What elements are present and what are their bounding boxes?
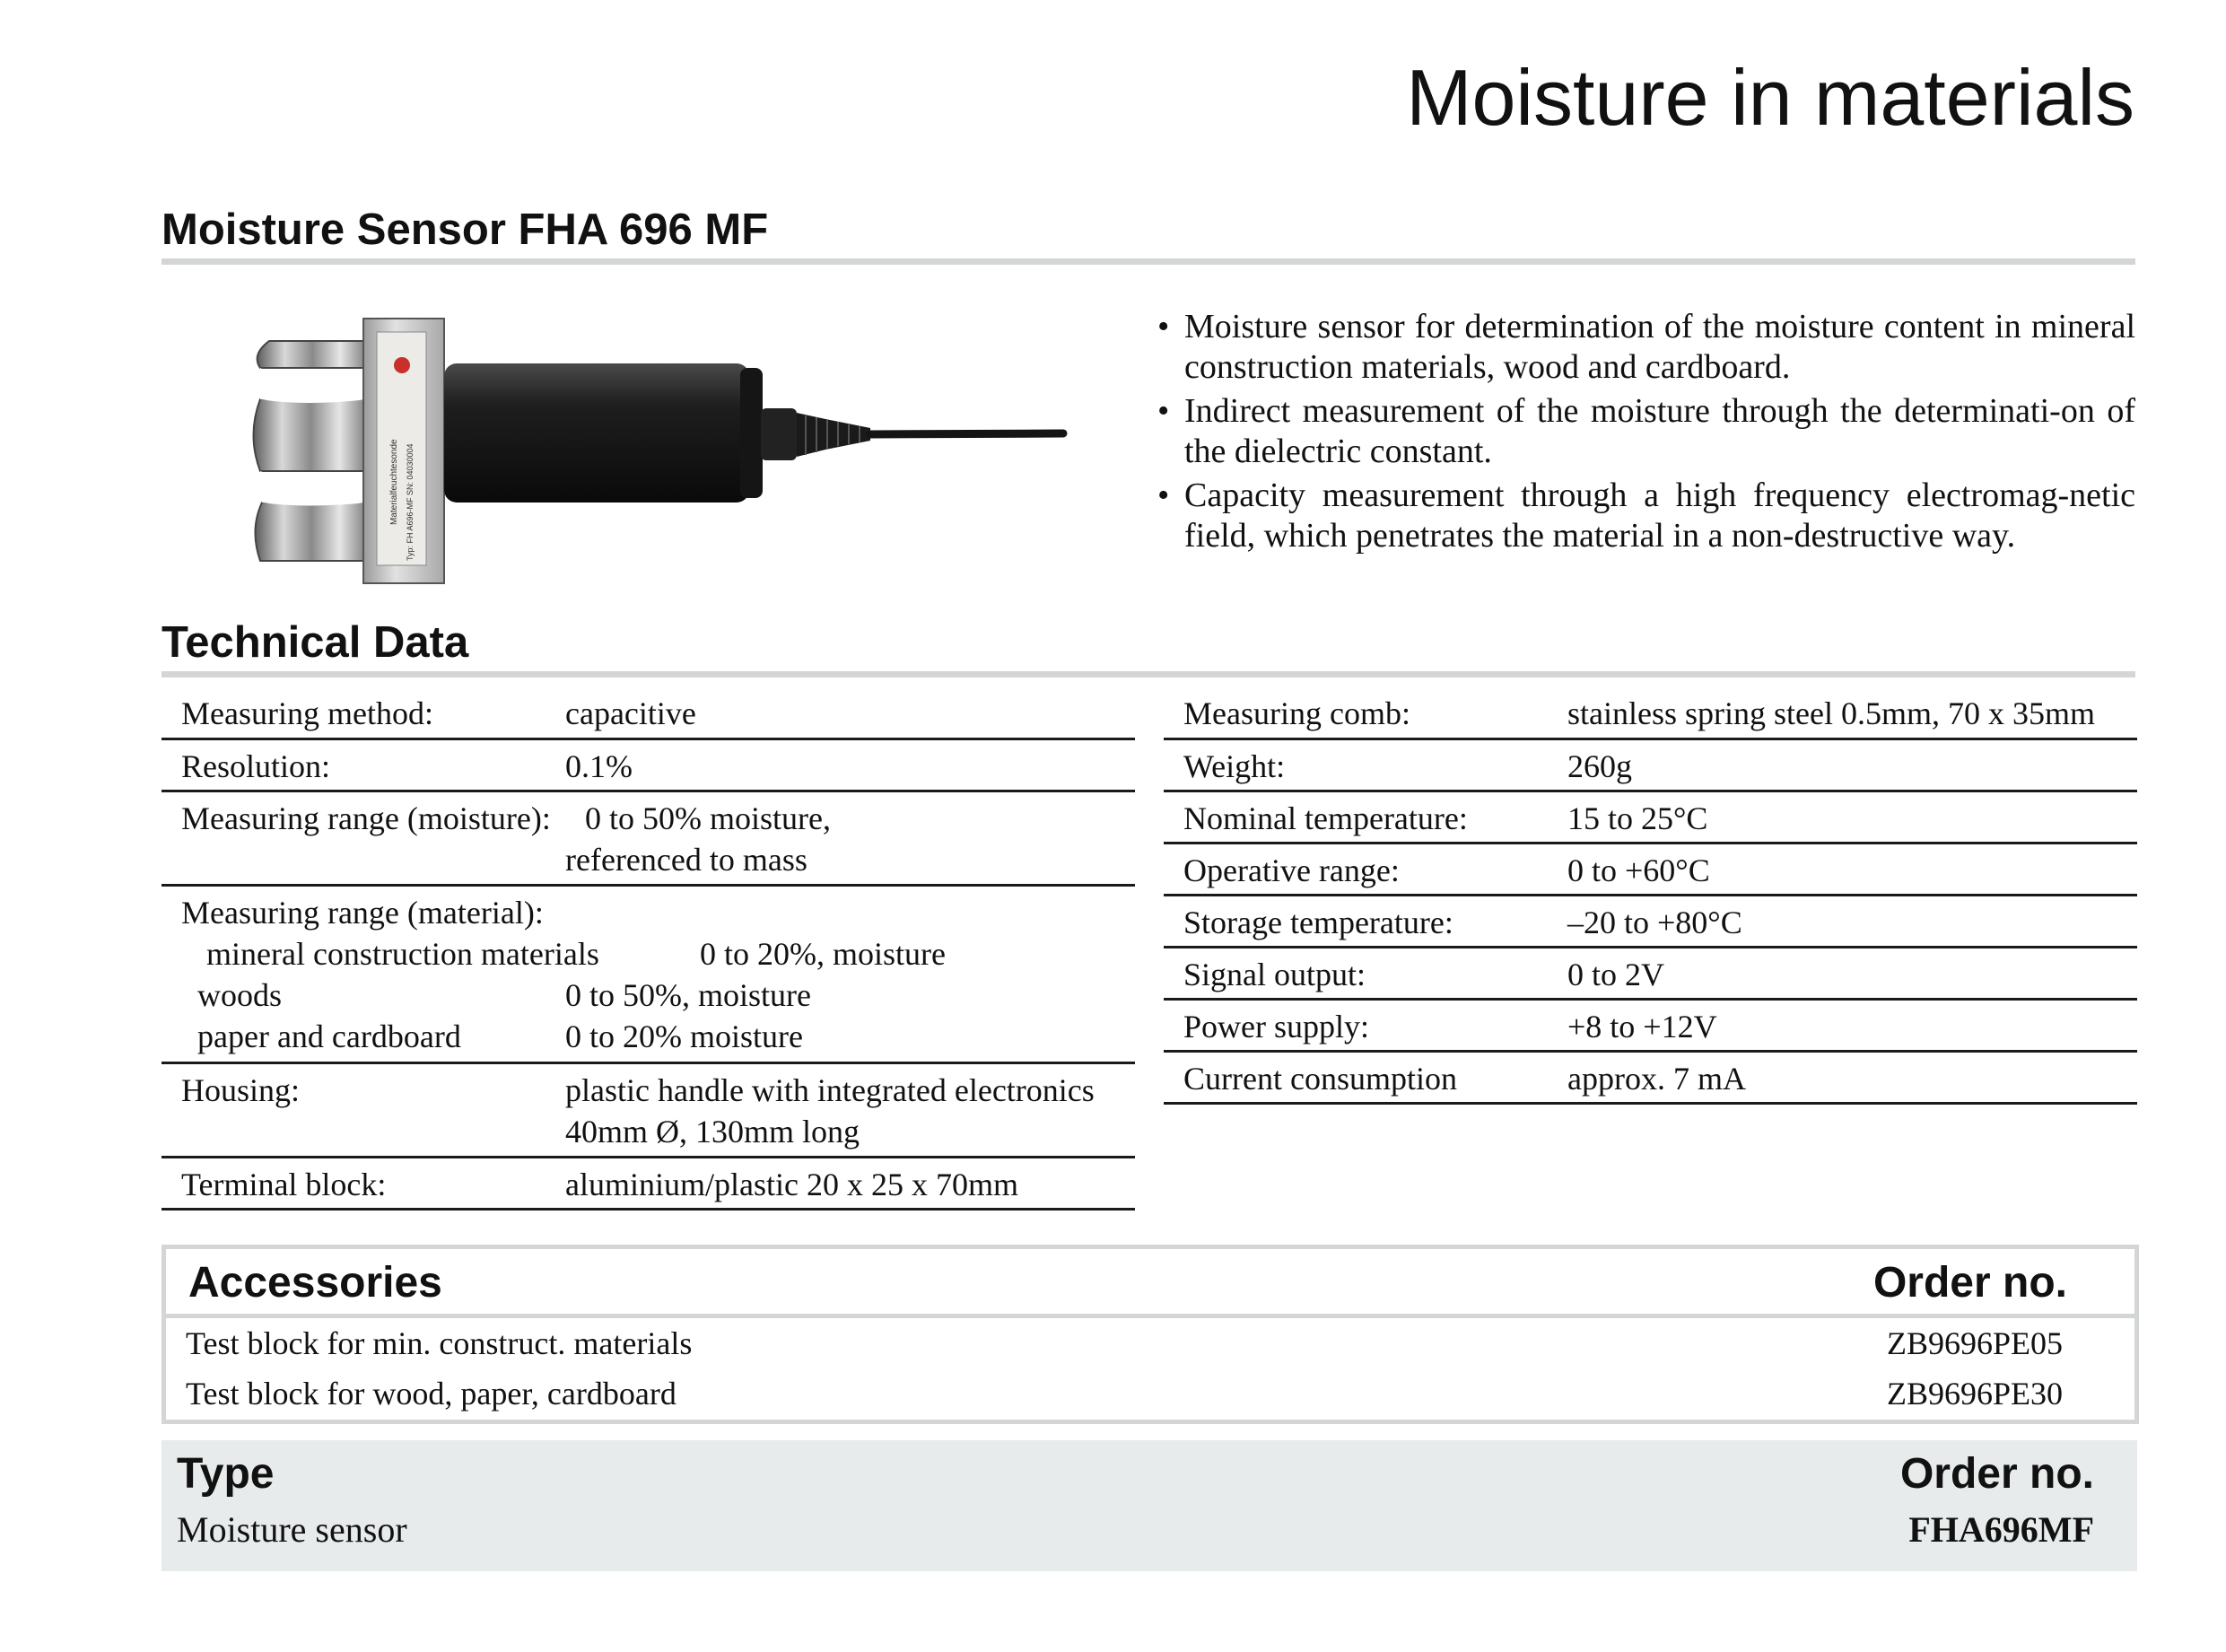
spec-row [1164, 689, 2137, 740]
spec-value: 0.1% [565, 748, 633, 784]
spec-value: 40mm Ø, 130mm long [565, 1114, 860, 1149]
spec-row [1164, 844, 2137, 896]
spec-label: Current consumption [1183, 1061, 1457, 1097]
spec-label: Measuring range (material): [181, 895, 544, 931]
accessory-name: Test block for wood, paper, cardboard [186, 1376, 677, 1412]
spec-label: Housing: [181, 1072, 301, 1108]
spec-row [1164, 948, 2137, 1001]
spec-row [161, 887, 1135, 1064]
spec-value: approx. 7 mA [1567, 1061, 1746, 1097]
spec-row [1164, 1053, 2137, 1105]
accessory-row [166, 1319, 2134, 1369]
spec-row [1164, 1001, 2137, 1053]
spec-value: referenced to mass [565, 842, 807, 878]
spec-value: 0 to 20% moisture [565, 1018, 803, 1054]
accessories-box [161, 1245, 2139, 1424]
spec-value: 0 to 2V [1567, 957, 1664, 992]
spec-value: stainless spring steel 0.5mm, 70 x 35mm [1567, 695, 2095, 731]
spec-row [1164, 896, 2137, 948]
accessories-heading: Accessories [188, 1259, 442, 1307]
spec-sublabel: woods [197, 977, 283, 1013]
technical-heading: Technical Data [161, 618, 469, 667]
feature-list [1157, 307, 2135, 560]
feature-item: • Moisture sensor for determination of the moisture content in mineral construction materials, wood and cardboard. [1157, 307, 2135, 387]
spec-value: capacitive [565, 695, 696, 731]
spec-sublabel: paper and cardboard [197, 1018, 461, 1054]
spec-label: Weight: [1183, 748, 1286, 784]
spec-label: Measuring comb: [1183, 695, 1410, 731]
spec-table-left [161, 689, 1135, 1211]
spec-value: 0 to 50%, moisture [565, 977, 811, 1013]
product-heading-rule [161, 258, 2135, 265]
spec-value: 260g [1567, 748, 1632, 784]
spec-table-right [1164, 689, 2137, 1105]
spec-label: Power supply: [1183, 1009, 1369, 1045]
spec-label: Signal output: [1183, 957, 1366, 992]
accessories-header [166, 1249, 2134, 1318]
plate-text-1: Materialfeuchtesonde [389, 439, 399, 525]
accessory-name: Test block for min. construct. materials [186, 1325, 693, 1361]
type-name: Moisture sensor [177, 1509, 407, 1550]
spec-label: Operative range: [1183, 852, 1400, 888]
feature-item: • Capacity measurement through a high frequency electromag-netic field, which penetrates the material in a non-destructive way. [1157, 476, 2135, 555]
accessories-order-heading: Order no. [1872, 1259, 2067, 1307]
spec-label: Nominal temperature: [1183, 800, 1468, 836]
spec-value: –20 to +80°C [1567, 905, 1742, 940]
spec-label: Terminal block: [181, 1167, 387, 1202]
accessory-order-no: ZB9696PE30 [1886, 1376, 2063, 1412]
spec-value: +8 to +12V [1567, 1009, 1717, 1045]
spec-value: 0 to +60°C [1567, 852, 1710, 888]
spec-row [161, 1064, 1135, 1158]
spec-label: Measuring method: [181, 695, 433, 731]
spec-label: Measuring range (moisture): [181, 800, 551, 836]
type-order-no: FHA696MF [1908, 1509, 2094, 1550]
spec-label: Resolution: [181, 748, 331, 784]
spec-label: Storage temperature: [1183, 905, 1453, 940]
accessory-row [166, 1369, 2134, 1420]
spec-row [1164, 792, 2137, 844]
page-title: Moisture in materials [1406, 53, 2134, 142]
spec-value: aluminium/plastic 20 x 25 x 70mm [565, 1167, 1018, 1202]
product-heading: Moisture Sensor FHA 696 MF [161, 205, 769, 254]
plate-text-2: Typ: FH A696-MF SN: 04030004 [406, 443, 415, 561]
accessory-order-no: ZB9696PE05 [1886, 1325, 2063, 1361]
type-heading: Type [177, 1450, 275, 1498]
spec-sublabel: mineral construction materials [206, 936, 599, 972]
spec-value: 0 to 50% moisture, [585, 800, 831, 836]
type-order-heading: Order no. [1899, 1450, 2094, 1498]
spec-row [161, 1158, 1135, 1211]
feature-item: • Indirect measurement of the moisture through the determinati-on of the dielectric constant. [1157, 391, 2135, 471]
spec-row [161, 792, 1135, 887]
moisture-sensor-image [242, 301, 1095, 597]
technical-heading-rule [161, 671, 2135, 677]
spec-row [161, 689, 1135, 740]
spec-row [1164, 740, 2137, 792]
type-box [161, 1440, 2137, 1571]
spec-value: 15 to 25°C [1567, 800, 1708, 836]
spec-value: plastic handle with integrated electronics [565, 1072, 1095, 1108]
spec-row [161, 740, 1135, 792]
spec-value: 0 to 20%, moisture [700, 936, 946, 972]
